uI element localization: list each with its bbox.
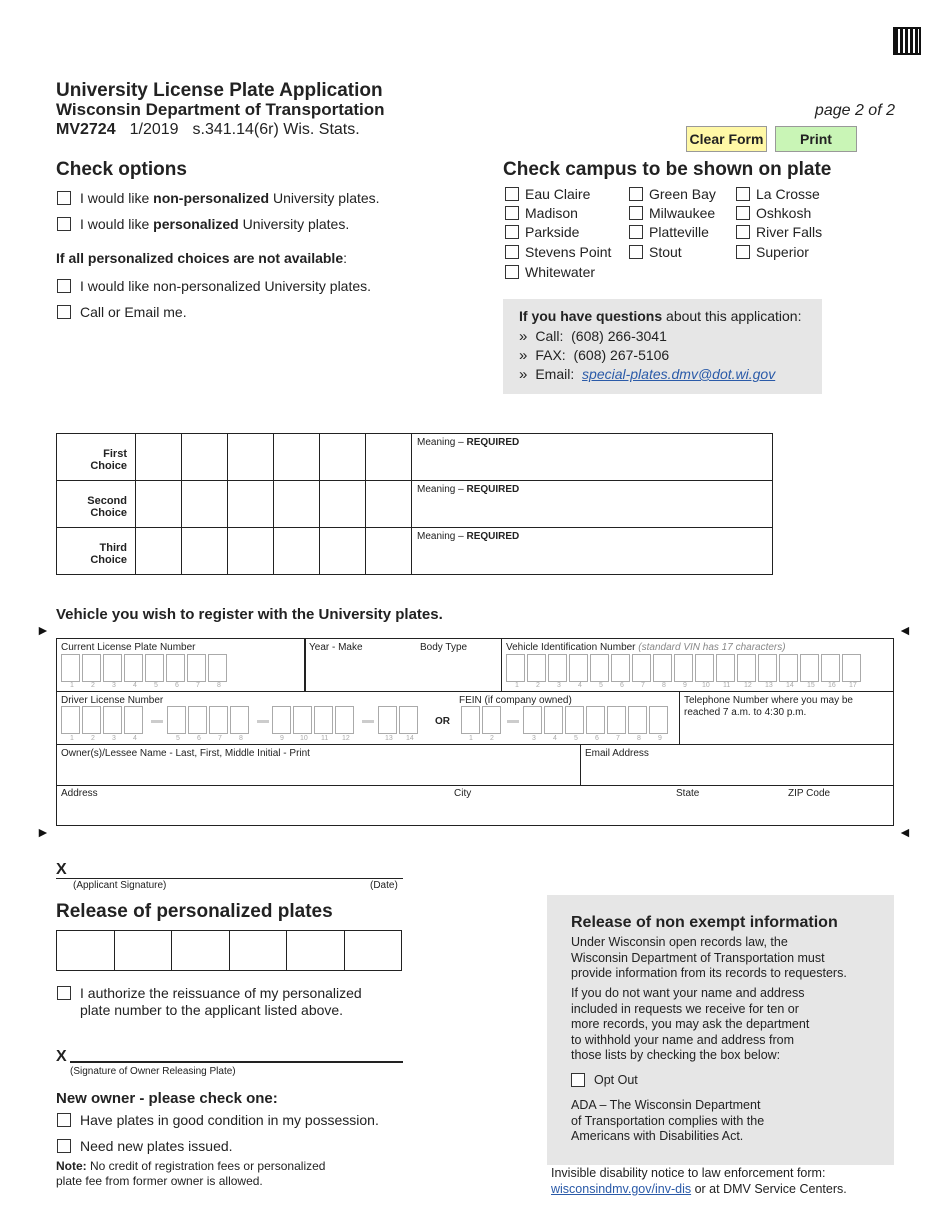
driver-license-input-3[interactable] <box>272 706 356 734</box>
dash-separator <box>257 720 269 723</box>
driver-license-label: Driver License Number <box>61 695 164 706</box>
plate-char-cell[interactable] <box>136 528 182 575</box>
body-type-label: Body Type <box>420 642 468 653</box>
digit-index: 8 <box>637 735 641 742</box>
digit-index: 16 <box>828 682 836 689</box>
form-revision: 1/2019 <box>129 121 179 138</box>
applicant-signature-label: (Applicant Signature) <box>73 880 167 891</box>
authorize-reissuance-option <box>57 985 362 1019</box>
digit-index: 1 <box>70 735 74 742</box>
digit-index: 7 <box>218 735 222 742</box>
dash-separator <box>507 720 519 723</box>
state-label: State <box>676 788 700 799</box>
digit-index: 4 <box>578 682 582 689</box>
option-label: Need new plates issued. <box>80 1138 233 1154</box>
campus-checkbox[interactable] <box>505 206 519 220</box>
check-options-heading: Check options <box>56 159 187 180</box>
row-divider <box>57 785 893 786</box>
call-email-checkbox[interactable] <box>57 305 71 319</box>
digit-index: 2 <box>490 735 494 742</box>
campus-checkbox[interactable] <box>629 206 643 220</box>
campus-option <box>736 186 820 202</box>
print-button[interactable]: Print <box>775 126 857 152</box>
choice-row <box>57 528 773 575</box>
campus-checkbox[interactable] <box>505 245 519 259</box>
withhold-paragraph: If you do not want your name and address included in requests we receive for ten or more records, you may ask the department to withhold your name and address from those lists by checking the box below: <box>571 986 810 1062</box>
dash-separator <box>151 720 163 723</box>
plate-char-cell[interactable] <box>320 434 366 481</box>
plate-char-cell[interactable] <box>228 528 274 575</box>
campus-option <box>505 244 611 260</box>
opt-out-checkbox[interactable] <box>571 1073 585 1087</box>
plate-char-cell[interactable] <box>228 481 274 528</box>
plate-char-cell[interactable] <box>320 528 366 575</box>
campus-option <box>736 205 811 221</box>
form-title: University License Plate Application <box>56 80 383 101</box>
fein-input-1[interactable] <box>461 706 503 734</box>
campus-checkbox[interactable] <box>505 265 519 279</box>
plate-char-cell[interactable] <box>366 528 412 575</box>
form-statute: s.341.14(6r) Wis. Stats. <box>192 121 360 138</box>
digit-index: 4 <box>553 735 557 742</box>
row-divider <box>57 744 893 745</box>
vin-input[interactable] <box>506 654 863 682</box>
campus-option <box>505 186 590 202</box>
new-owner-heading: New owner - please check one: <box>56 1090 278 1107</box>
arrow-right-icon: ► <box>36 622 50 638</box>
telephone-label: Telephone Number where you may be reached 7 a.m. to 4:30 p.m. <box>684 695 853 718</box>
plate-char-cell[interactable] <box>320 481 366 528</box>
meaning-field[interactable]: Meaning – REQUIRED <box>412 481 773 528</box>
questions-title: If you have questions about this application: <box>519 308 802 324</box>
email-line: » Email: special-plates.dmv@dot.wi.gov <box>519 366 776 383</box>
campus-heading: Check campus to be shown on plate <box>503 159 832 180</box>
digit-index: 9 <box>280 735 284 742</box>
option-label: I would like non-personalized University plates. <box>80 190 380 206</box>
non-personalized-checkbox[interactable] <box>57 191 71 205</box>
campus-label: Stout <box>649 244 682 260</box>
digit-index: 6 <box>620 682 624 689</box>
campus-option <box>629 205 715 221</box>
option-label: Call or Email me. <box>80 304 187 320</box>
fein-input-2[interactable] <box>523 706 670 734</box>
digit-index: 6 <box>197 735 201 742</box>
digit-index: 14 <box>786 682 794 689</box>
arrow-left-icon: ◄ <box>898 824 912 840</box>
meaning-field[interactable]: Meaning – REQUIRED <box>412 434 773 481</box>
campus-label: Green Bay <box>649 186 716 202</box>
campus-checkbox[interactable] <box>505 187 519 201</box>
digit-index: 6 <box>595 735 599 742</box>
digit-index: 4 <box>133 735 137 742</box>
campus-label: Madison <box>525 205 578 221</box>
option-label: I would like non-personalized University plates. <box>80 278 372 294</box>
dash-separator <box>362 720 374 723</box>
owner-signature-label: (Signature of Owner Releasing Plate) <box>70 1066 236 1077</box>
driver-license-input-2[interactable] <box>167 706 251 734</box>
digit-index: 9 <box>658 735 662 742</box>
campus-label: Whitewater <box>525 264 596 280</box>
arrow-left-icon: ◄ <box>898 622 912 638</box>
digit-index: 5 <box>154 682 158 689</box>
column-divider <box>580 745 581 786</box>
email-address-label: Email Address <box>585 748 649 759</box>
digit-index: 3 <box>532 735 536 742</box>
fax-line: » FAX: (608) 267-5106 <box>519 347 670 364</box>
campus-checkbox[interactable] <box>736 245 750 259</box>
digit-index: 13 <box>385 735 393 742</box>
clear-form-button[interactable]: Clear Form <box>686 126 767 152</box>
choice-label: Second Choice <box>57 481 136 528</box>
fallback-non-personalized-checkbox[interactable] <box>57 279 71 293</box>
qr-code-image <box>893 27 921 55</box>
invisible-disability-notice: Invisible disability notice to law enforcement form: wisconsindmv.gov/inv-dis or at DMV Service Centers. <box>551 1166 847 1196</box>
opt-out-label: Opt Out <box>594 1073 638 1087</box>
arrow-right-icon: ► <box>36 824 50 840</box>
call-line: » Call: (608) 266-3041 <box>519 328 667 345</box>
digit-index: 5 <box>599 682 603 689</box>
applicant-signature-line[interactable] <box>56 878 403 879</box>
form-number: MV2724 <box>56 121 116 138</box>
digit-index: 7 <box>616 735 620 742</box>
digit-index: 3 <box>557 682 561 689</box>
campus-option <box>505 205 578 221</box>
campus-label: Stevens Point <box>525 244 612 260</box>
campus-label: River Falls <box>756 224 823 240</box>
digit-index: 8 <box>662 682 666 689</box>
digit-index: 13 <box>765 682 773 689</box>
digit-index: 9 <box>683 682 687 689</box>
new-plates-checkbox[interactable] <box>57 1139 71 1153</box>
plate-choices-table <box>56 433 773 575</box>
release-plate-cell[interactable] <box>344 931 402 971</box>
column-divider <box>304 639 306 692</box>
form-id-line <box>56 121 374 139</box>
digit-index: 10 <box>702 682 710 689</box>
digit-index: 12 <box>744 682 752 689</box>
campus-option <box>505 224 579 240</box>
new-owner-option-good-condition <box>57 1112 379 1128</box>
campus-checkbox[interactable] <box>629 245 643 259</box>
plate-char-cell[interactable] <box>274 434 320 481</box>
plate-number-input[interactable] <box>61 654 229 682</box>
campus-checkbox[interactable] <box>736 187 750 201</box>
digit-index: 12 <box>342 735 350 742</box>
campus-label: Superior <box>756 244 809 260</box>
city-label: City <box>454 788 472 799</box>
choice-row <box>57 481 773 528</box>
release-plate-cell[interactable] <box>57 931 115 971</box>
option-non-personalized <box>57 190 380 206</box>
plate-char-cell[interactable] <box>228 434 274 481</box>
option-label: I would like personalized University plates. <box>80 216 350 232</box>
digit-index: 11 <box>321 735 329 742</box>
digit-index: 5 <box>176 735 180 742</box>
plate-char-cell[interactable] <box>366 481 412 528</box>
good-condition-checkbox[interactable] <box>57 1113 71 1127</box>
campus-checkbox[interactable] <box>505 225 519 239</box>
authorize-reissuance-checkbox[interactable] <box>57 986 71 1000</box>
choice-row <box>57 434 773 481</box>
plate-char-cell[interactable] <box>136 434 182 481</box>
campus-label: Parkside <box>525 224 580 240</box>
campus-checkbox[interactable] <box>629 225 643 239</box>
plate-char-cell[interactable] <box>366 434 412 481</box>
fallback-subheading: If all personalized choices are not available: <box>56 250 347 266</box>
authorize-reissuance-text: I authorize the reissuance of my personalized plate number to the applicant listed above. <box>80 985 362 1018</box>
digit-index: 4 <box>133 682 137 689</box>
digit-index: 3 <box>112 735 116 742</box>
plate-char-cell[interactable] <box>182 528 228 575</box>
column-divider <box>679 692 680 745</box>
option-call-email <box>57 304 187 320</box>
digit-index: 17 <box>849 682 857 689</box>
address-label: Address <box>61 788 98 799</box>
release-plate-cell[interactable] <box>172 931 230 971</box>
fee-note: Note: No credit of registration fees or personalized plate fee from former owner is allowed. <box>56 1159 326 1188</box>
department-name: Wisconsin Department of Transportation <box>56 100 385 119</box>
owner-signature-line[interactable] <box>70 1061 403 1063</box>
campus-checkbox[interactable] <box>736 225 750 239</box>
choice-label: Third Choice <box>57 528 136 575</box>
digit-index: 3 <box>112 682 116 689</box>
campus-option <box>629 224 709 240</box>
ada-paragraph: ADA – The Wisconsin Department of Transportation complies with the Americans with Disabilities Act. <box>571 1098 765 1143</box>
vin-label: Vehicle Identification Number (standard VIN has 17 characters) <box>506 642 786 653</box>
campus-option <box>505 264 595 280</box>
inv-dis-link[interactable]: wisconsindmv.gov/inv-dis <box>551 1181 692 1196</box>
campus-checkbox[interactable] <box>736 206 750 220</box>
digit-index: 8 <box>217 682 221 689</box>
option-personalized <box>57 216 349 232</box>
release-plate-cell[interactable] <box>287 931 345 971</box>
plate-char-cell[interactable] <box>274 528 320 575</box>
digit-index: 1 <box>469 735 473 742</box>
plate-char-cell[interactable] <box>274 481 320 528</box>
release-plate-boxes <box>56 930 402 971</box>
year-make-label: Year - Make <box>309 642 363 653</box>
signature-x-mark: X <box>56 861 67 878</box>
fein-label: FEIN (if company owned) <box>459 695 572 706</box>
campus-label: Oshkosh <box>756 205 812 221</box>
digit-index: 15 <box>807 682 815 689</box>
digit-index: 14 <box>406 735 414 742</box>
opt-out-option <box>571 1073 638 1087</box>
plate-char-cell[interactable] <box>182 434 228 481</box>
campus-option <box>736 224 822 240</box>
option-fallback-non-personalized <box>57 278 371 294</box>
driver-license-input-4[interactable] <box>378 706 420 734</box>
questions-box <box>503 299 822 394</box>
zip-code-label: ZIP Code <box>788 788 831 799</box>
non-exempt-heading: Release of non exempt information <box>571 914 838 931</box>
option-label: Have plates in good condition in my possession. <box>80 1112 379 1128</box>
vehicle-form-box <box>56 638 894 826</box>
digit-index: 11 <box>723 682 731 689</box>
plate-char-cell[interactable] <box>136 481 182 528</box>
date-label: (Date) <box>370 880 398 891</box>
choice-label: First Choice <box>57 434 136 481</box>
digit-index: 1 <box>515 682 519 689</box>
release-plate-cell[interactable] <box>229 931 287 971</box>
plate-char-cell[interactable] <box>182 481 228 528</box>
campus-option <box>629 186 716 202</box>
plate-number-label: Current License Plate Number <box>61 642 196 653</box>
page-indicator: page 2 of 2 <box>814 102 895 119</box>
campus-label: Milwaukee <box>649 205 716 221</box>
campus-label: Eau Claire <box>525 186 591 202</box>
owner-name-label: Owner(s)/Lessee Name - Last, First, Middle Initial - Print <box>61 748 310 759</box>
open-records-paragraph: Under Wisconsin open records law, the Wisconsin Department of Transportation must provide information from its records to requesters. <box>571 935 847 980</box>
campus-option <box>736 244 809 260</box>
digit-index: 10 <box>300 735 308 742</box>
email-link[interactable]: special-plates.dmv@dot.wi.gov <box>582 366 776 382</box>
new-owner-option-new-plates <box>57 1138 233 1154</box>
digit-index: 2 <box>536 682 540 689</box>
owner-signature-x-mark: X <box>56 1048 67 1065</box>
digit-index: 2 <box>91 682 95 689</box>
campus-label: Platteville <box>649 224 709 240</box>
digit-index: 1 <box>70 682 74 689</box>
column-divider <box>501 639 502 692</box>
vehicle-heading: Vehicle you wish to register with the University plates. <box>56 606 443 623</box>
personalized-checkbox[interactable] <box>57 217 71 231</box>
campus-option <box>629 244 682 260</box>
or-label: OR <box>435 716 450 727</box>
release-heading: Release of personalized plates <box>56 901 333 922</box>
row-divider <box>57 691 893 692</box>
digit-index: 5 <box>574 735 578 742</box>
campus-checkbox[interactable] <box>629 187 643 201</box>
digit-index: 7 <box>641 682 645 689</box>
digit-index: 6 <box>175 682 179 689</box>
release-plate-cell[interactable] <box>114 931 172 971</box>
driver-license-input-1[interactable] <box>61 706 145 734</box>
digit-index: 7 <box>196 682 200 689</box>
digit-index: 8 <box>239 735 243 742</box>
campus-label: La Crosse <box>756 186 820 202</box>
digit-index: 2 <box>91 735 95 742</box>
meaning-field[interactable]: Meaning – REQUIRED <box>412 528 773 575</box>
